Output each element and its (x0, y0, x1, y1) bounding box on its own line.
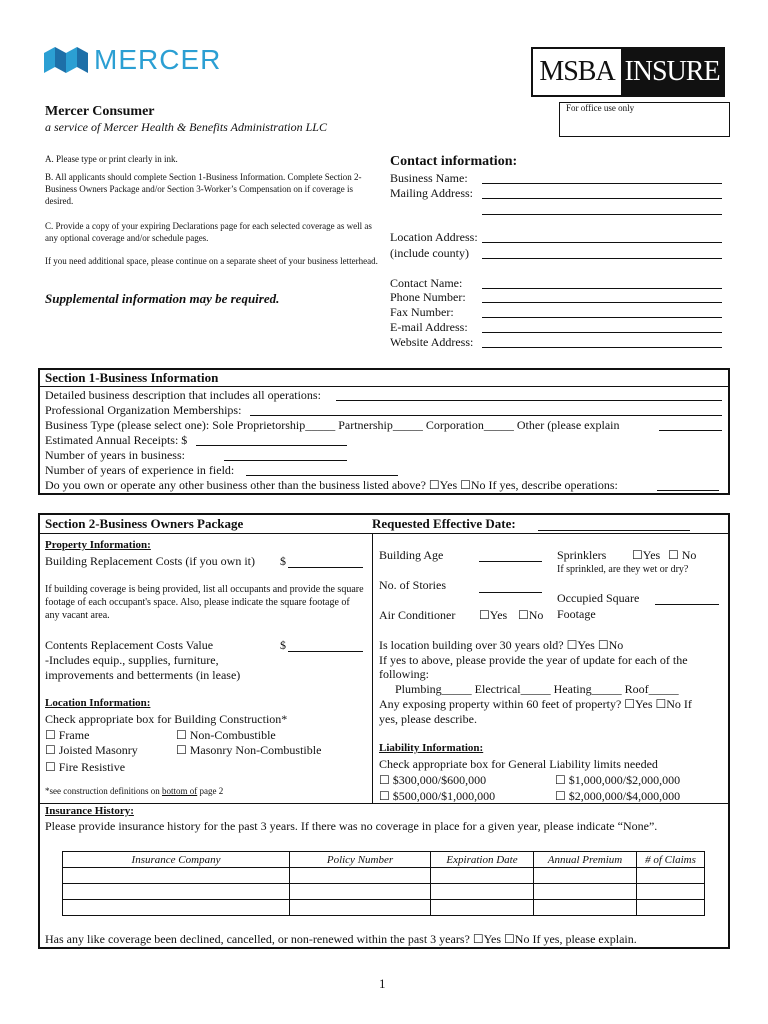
consumer-title: Mercer Consumer (45, 104, 155, 119)
column-header: Policy Number (290, 852, 431, 868)
contents-value-line[interactable] (288, 651, 363, 652)
table-cell[interactable] (290, 868, 431, 884)
ac-yes-checkbox[interactable]: ☐Yes (479, 608, 508, 622)
memberships-line[interactable] (250, 415, 722, 416)
business-name-label: Business Name: (390, 171, 468, 185)
exposing-line-2: yes, please describe. (379, 712, 477, 726)
email-line[interactable] (482, 332, 722, 333)
table-cell[interactable] (534, 868, 637, 884)
insurance-history-table (62, 851, 705, 916)
table-cell[interactable] (63, 884, 290, 900)
fire-resistive-checkbox[interactable]: ☐ Fire Resistive (45, 760, 126, 774)
contents-value-label: Contents Replacement Costs Value (45, 638, 214, 652)
email-label: E-mail Address: (390, 320, 468, 334)
updates-line: Plumbing_____ Electrical_____ Heating_____ Roof_____ (395, 682, 679, 696)
business-description-line[interactable] (336, 400, 722, 401)
air-conditioner-label: Air Conditioner (379, 608, 456, 622)
building-age-line[interactable] (479, 561, 542, 562)
table-cell[interactable] (534, 884, 637, 900)
divider (372, 533, 373, 803)
table-cell[interactable] (637, 900, 705, 916)
divider (38, 386, 730, 387)
mercer-logo-icon (44, 47, 88, 73)
table-header-row (63, 852, 705, 868)
include-county-label: (include county) (390, 246, 469, 260)
website-line[interactable] (482, 347, 722, 348)
table-cell[interactable] (431, 884, 534, 900)
ac-no-checkbox[interactable]: ☐No (518, 608, 544, 622)
county-line[interactable] (482, 258, 722, 259)
occupants-note: If building coverage is being provided, list all occupants and provide the square footage of each occupant's space. Also, please indicate the square footage of any vacant area. (45, 584, 364, 621)
limit-1m-checkbox[interactable]: ☐ $1,000,000/$2,000,000 (555, 773, 681, 787)
table-row (63, 868, 705, 884)
supplemental-note: Supplemental information may be required. (45, 291, 280, 306)
years-experience-line[interactable] (246, 475, 398, 476)
table-cell[interactable] (63, 900, 290, 916)
sprinkled-question: If sprinkled, are they wet or dry? (557, 564, 689, 575)
instruction-a: A. Please type or print clearly in ink. (45, 154, 178, 164)
table-cell[interactable] (431, 900, 534, 916)
year-update-line-2: following: (379, 667, 429, 681)
limit-2m-checkbox[interactable]: ☐ $2,000,000/$4,000,000 (555, 789, 681, 803)
table-cell[interactable] (534, 900, 637, 916)
page-number: 1 (379, 976, 386, 991)
msba-insure-logo (531, 47, 725, 97)
frame-checkbox[interactable]: ☐ Frame (45, 728, 90, 742)
building-age-label: Building Age (379, 548, 444, 562)
exposing-line-1: Any exposing property within 60 feet of property? ☐Yes ☐No If (379, 697, 692, 711)
mailing-address-line-1[interactable] (482, 198, 722, 199)
receipts-line[interactable] (196, 445, 347, 446)
construction-definitions-note: *see construction definitions on bottom of page 2 (45, 786, 224, 796)
stories-line[interactable] (479, 592, 542, 593)
table-row (63, 884, 705, 900)
liability-info-heading: Liability Information: (379, 742, 484, 754)
fax-label: Fax Number: (390, 305, 454, 319)
column-header: Insurance Company (63, 852, 290, 868)
receipts-label: Estimated Annual Receipts: $ (45, 433, 188, 447)
property-info-heading: Property Information: (45, 539, 151, 551)
other-business-label: Do you own or operate any other business other than the business listed above? ☐Yes ☐No If yes, describe operations: (45, 478, 618, 492)
section-1-title: Section 1-Business Information (45, 370, 219, 385)
fax-line[interactable] (482, 317, 722, 318)
table-cell[interactable] (63, 868, 290, 884)
office-use-label: For office use only (566, 103, 635, 113)
includes-line-2: improvements and betterments (in lease) (45, 668, 241, 682)
insurance-history-heading: Insurance History: (45, 805, 134, 817)
table-cell[interactable] (637, 884, 705, 900)
limit-500k-checkbox[interactable]: ☐ $500,000/$1,000,000 (379, 789, 496, 803)
years-experience-label: Number of years of experience in field: (45, 463, 235, 477)
mailing-address-label: Mailing Address: (390, 186, 473, 200)
declined-question: Has any like coverage been declined, cancelled, or non-renewed within the past 3 years? ☐Yes ☐No If yes, please explain. (45, 932, 637, 946)
sprinklers-label: Sprinklers (557, 548, 607, 562)
column-header: # of Claims (637, 852, 705, 868)
over-30-question: Is location building over 30 years old? ☐Yes ☐No (379, 638, 624, 652)
column-header: Annual Premium (534, 852, 637, 868)
mercer-wordmark: MERCER (94, 44, 222, 75)
table-cell[interactable] (290, 884, 431, 900)
contact-name-label: Contact Name: (390, 276, 463, 290)
dollar-sign: $ (280, 554, 286, 568)
location-info-heading: Location Information: (45, 697, 151, 709)
dollar-sign: $ (280, 638, 286, 652)
footage-label: Footage (557, 607, 596, 621)
business-description-label: Detailed business description that includes all operations: (45, 388, 321, 402)
instruction-b: B. All applicants should complete Section 1-Business Information. Complete Section 2-Business Owners Package and/or Section 3-Worker’s Compensation on if coverage is desired. (45, 172, 362, 206)
contact-title: Contact information: (390, 154, 518, 169)
building-replacement-line[interactable] (288, 567, 363, 568)
years-business-line[interactable] (224, 460, 347, 461)
year-update-line-1: If yes to above, please provide the year of update for each of the (379, 653, 688, 667)
location-address-label: Location Address: (390, 230, 478, 244)
table-row (63, 900, 705, 916)
section-2-title: Section 2-Business Owners Package (45, 516, 244, 531)
history-note: Please provide insurance history for the past 3 years. If there was no coverage in place for a given year, please indicate “None”. (45, 819, 658, 833)
stories-label: No. of Stories (379, 578, 446, 592)
limit-300k-checkbox[interactable]: ☐ $300,000/$600,000 (379, 773, 487, 787)
sprinklers-yes-checkbox[interactable]: ☐Yes (632, 548, 661, 562)
msba-logo-text: MSBA (533, 49, 621, 95)
check-construction-label: Check appropriate box for Building Construction* (45, 712, 288, 726)
location-address-line[interactable] (482, 242, 722, 243)
effective-date-line[interactable] (538, 530, 690, 531)
business-type-label: Business Type (please select one): Sole Proprietorship_____ Partnership_____ Corporation_____ Other (please explain (45, 418, 620, 432)
building-replacement-label: Building Replacement Costs (if you own it) (45, 554, 255, 568)
check-limits-label: Check appropriate box for General Liability limits needed (379, 757, 658, 771)
joisted-masonry-checkbox[interactable]: ☐ Joisted Masonry (45, 743, 138, 757)
consumer-subtitle: a service of Mercer Health & Benefits Administration LLC (45, 120, 327, 134)
occupied-square-line[interactable] (655, 604, 719, 605)
divider (38, 533, 730, 534)
table-cell[interactable] (431, 868, 534, 884)
business-name-line[interactable] (482, 183, 722, 184)
includes-line-1: -Includes equip., supplies, furniture, (45, 653, 219, 667)
sprinklers-no-checkbox[interactable]: ☐ No (668, 548, 697, 562)
years-business-label: Number of years in business: (45, 448, 185, 462)
website-label: Website Address: (390, 335, 474, 349)
effective-date-label: Requested Effective Date: (372, 516, 516, 531)
phone-line[interactable] (482, 302, 722, 303)
column-header: Expiration Date (431, 852, 534, 868)
other-business-line[interactable] (657, 490, 719, 491)
contact-name-line[interactable] (482, 288, 722, 289)
instruction-d: If you need additional space, please continue on a separate sheet of your business letterhead. (45, 256, 378, 266)
business-type-other-line[interactable] (659, 430, 722, 431)
masonry-non-combustible-checkbox[interactable]: ☐ Masonry Non-Combustible (176, 743, 322, 757)
mailing-address-line-2[interactable] (482, 214, 722, 215)
memberships-label: Professional Organization Memberships: (45, 403, 242, 417)
occupied-square-label: Occupied Square (557, 591, 640, 605)
insure-logo-text: INSURE (621, 49, 723, 95)
instruction-c: C. Provide a copy of your expiring Declarations page for each selected coverage as well as any optional coverage and/or schedule pages. (45, 221, 372, 243)
table-cell[interactable] (637, 868, 705, 884)
phone-label: Phone Number: (390, 290, 466, 304)
non-combustible-checkbox[interactable]: ☐ Non-Combustible (176, 728, 276, 742)
table-cell[interactable] (290, 900, 431, 916)
